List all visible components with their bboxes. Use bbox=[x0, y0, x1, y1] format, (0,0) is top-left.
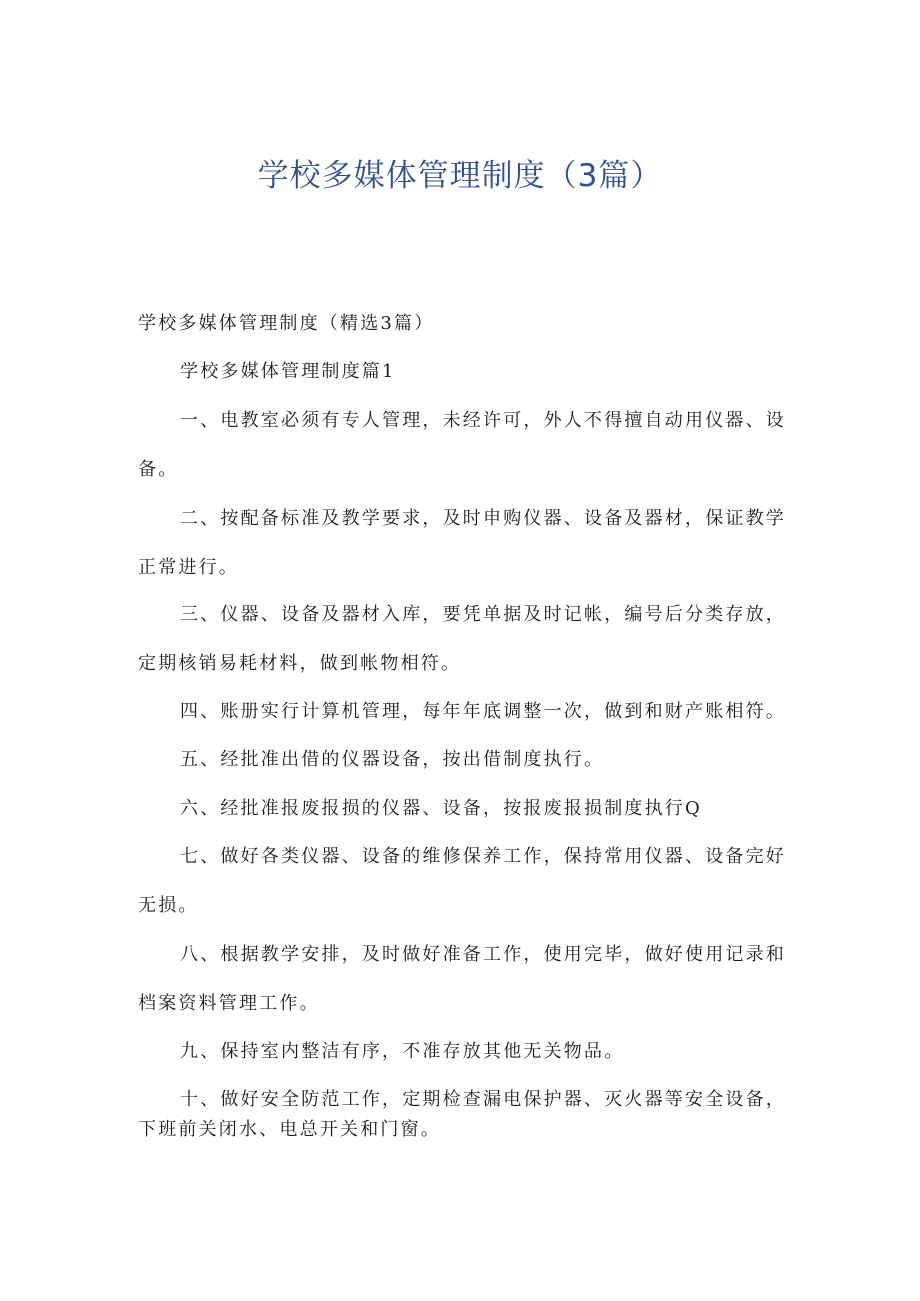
document-title: 学校多媒体管理制度（3篇） bbox=[257, 158, 663, 194]
paragraph-7: 七、做好各类仪器、设备的维修保养工作，保持常用仪器、设备完好无损。 bbox=[138, 846, 786, 916]
paragraph-5: 五、经批准出借的仪器设备，按出借制度执行。 bbox=[180, 749, 605, 770]
paragraph-6: 六、经批准报废报损的仪器、设备，按报废报损制度执行Q bbox=[180, 798, 702, 819]
paragraph-10: 十、做好安全防范工作，定期检查漏电保护器、灭火器等安全设备，下班前关闭水、电总开关和门窗。 bbox=[138, 1089, 786, 1140]
paragraph-8: 八、根据教学安排，及时做好准备工作，使用完毕，做好使用记录和档案资料管理工作。 bbox=[138, 944, 786, 1014]
paragraph-9: 九、保持室内整洁有序，不准存放其他无关物品。 bbox=[180, 1041, 625, 1062]
paragraph-2: 二、按配备标准及教学要求，及时申购仪器、设备及器材，保证教学正常进行。 bbox=[138, 508, 786, 578]
paragraph-4: 四、账册实行计算机管理，每年年底调整一次，做到和财产账相符。 bbox=[180, 701, 786, 722]
paragraph-3: 三、仪器、设备及器材入库，要凭单据及时记帐，编号后分类存放，定期核销易耗材料，做到帐物相符。 bbox=[138, 604, 786, 674]
section-heading: 学校多媒体管理制度篇1 bbox=[180, 361, 396, 382]
document-subtitle: 学校多媒体管理制度（精选3篇） bbox=[138, 313, 435, 334]
paragraph-1: 一、电教室必须有专人管理，未经许可，外人不得擅自动用仪器、设备。 bbox=[138, 410, 786, 480]
